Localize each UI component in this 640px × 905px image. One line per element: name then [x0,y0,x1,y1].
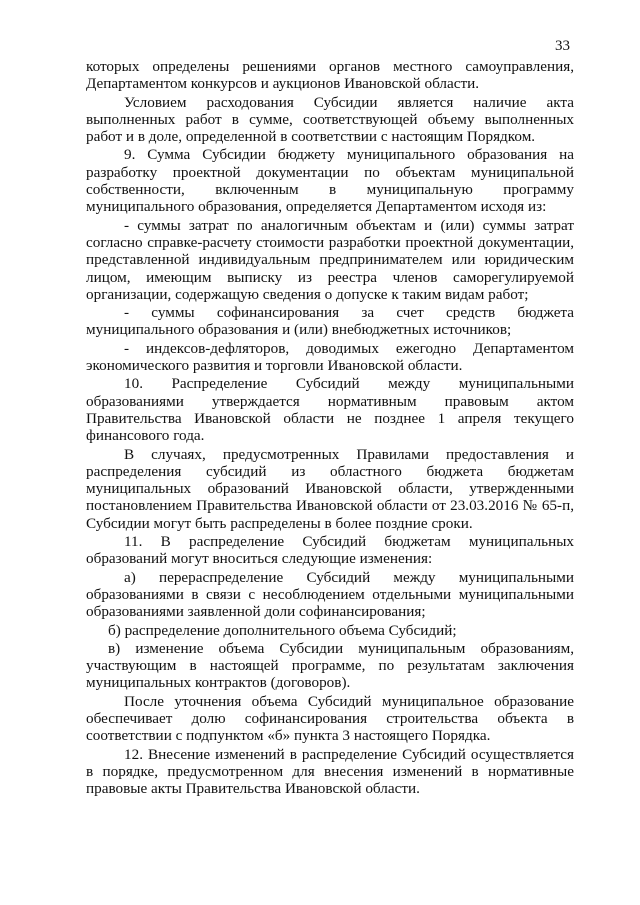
list-item-cofinancing: - суммы софинансирования за счет средств бюджета муниципального образования и (или) внебюджетных источников; [86,304,574,339]
paragraph-continuation: которых определены решениями органов местного самоуправления, Департаментом конкурсов и аукционов Ивановской области. [86,58,574,93]
list-item-a: а) перераспределение Субсидий между муниципальными образованиями в связи с несоблюдением отдельными муниципальными образованиями заявленной доли софинансирования; [86,568,574,621]
paragraph-later-terms: В случаях, предусмотренных Правилами предоставления и распределения субсидий из областного бюджета бюджетам муниципальных образований Ивановской области, утвержденными постановлением Правительства Ивановской области от 23.03.2016 № 65-п, Субсидии могут быть распределены в более поздние сроки. [86,445,574,532]
list-item-deflators: - индексов-дефляторов, доводимых ежегодно Департаментом экономического развития и торговли Ивановской области. [86,339,574,375]
list-item-cost-sums: - суммы затрат по аналогичным объектам и (или) суммы затрат согласно справке-расчету стоимости разработки проектной документации, представленной индивидуальным предпринимателем или юридическим лицом, имеющим выписку из реестра членов саморегулируемой организации, содержащую сведения о допуске к таким видам работ; [86,216,574,303]
paragraph-item-9: 9. Сумма Субсидии бюджету муниципального образования на разработку проектной документации по объектам муниципальной собственности, включенным в муниципальную программу муниципального образования, определяется Департаментом исходя из: [86,146,574,216]
page-number: 33 [555,38,570,54]
document-body [86,58,574,797]
paragraph-item-12: 12. Внесение изменений в распределение Субсидий осуществляется в порядке, предусмотренном для внесения изменений в нормативные правовые акты Правительства Ивановской области. [86,745,574,798]
list-item-b: б) распределение дополнительного объема Субсидий; [108,621,457,639]
paragraph-after-clarification: После уточнения объема Субсидий муниципальное образование обеспечивает долю софинансирования строительства объекта в соответствии с подпунктом «б» пункта 3 настоящего Порядка. [86,692,574,745]
paragraph-item-10: 10. Распределение Субсидий между муниципальными образованиями утверждается нормативным правовым актом Правительства Ивановской области не позднее 1 апреля текущего финансового года. [86,375,574,445]
list-item-c: в) изменение объема Субсидии муниципальным образованиям, участвующим в настоящей программе, по результатам заключения муниципальных контрактов (договоров). [86,639,574,692]
paragraph-subsidy-condition: Условием расходования Субсидии является наличие акта выполненных работ в сумме, соответствующей объему выполненных работ и в доле, определенной в соответствии с настоящим Порядком. [86,93,574,146]
paragraph-item-11: 11. В распределение Субсидий бюджетам муниципальных образований могут вноситься следующие изменения: [86,533,574,568]
